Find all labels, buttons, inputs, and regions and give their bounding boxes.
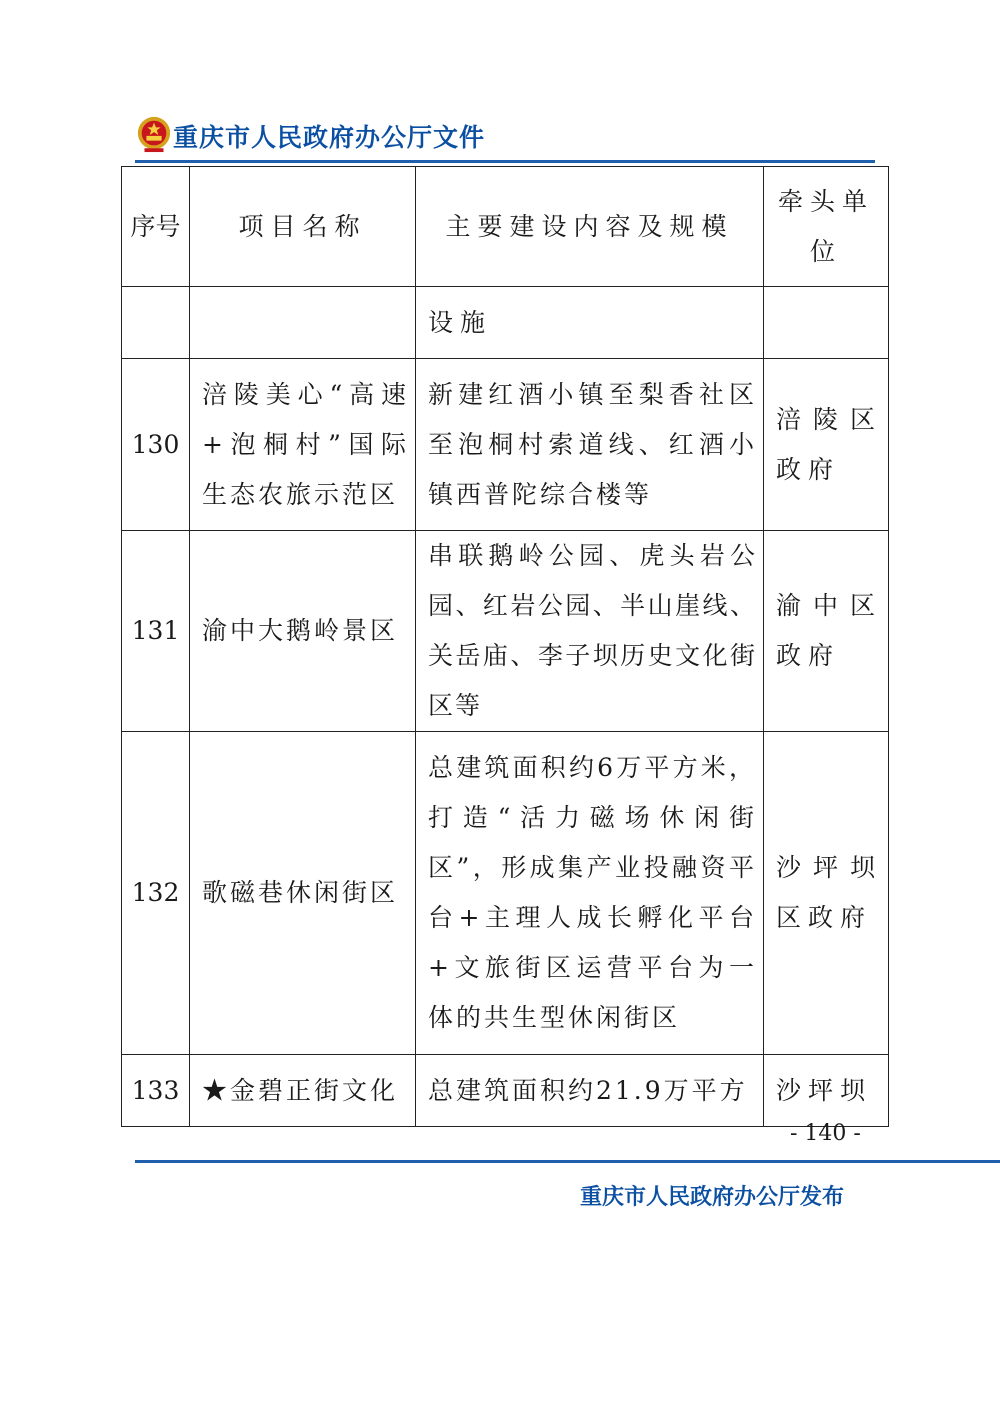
header-title: 重庆市人民政府办公厅文件	[173, 123, 486, 152]
table-row	[122, 732, 889, 1055]
table-row	[122, 1055, 889, 1127]
cell-unit	[764, 287, 889, 359]
table-row	[122, 359, 889, 531]
cell-no	[122, 287, 190, 359]
national-emblem-icon	[135, 114, 173, 154]
cell-unit: 沙坪坝	[764, 1055, 889, 1127]
column-header-name: 项目名称	[190, 167, 416, 287]
cell-name: ★金碧正街文化	[190, 1055, 416, 1127]
cell-unit: 沙坪坝区政府	[764, 732, 889, 1055]
cell-name: 涪陵美心“高速+泡桐村”国际生态农旅示范区	[190, 359, 416, 531]
table-row	[122, 531, 889, 732]
column-header-no: 序号	[122, 167, 190, 287]
footer-publisher: 重庆市人民政府办公厅发布	[580, 1185, 845, 1210]
cell-content: 总建筑面积约21.9万平方	[416, 1055, 764, 1127]
column-header-unit: 牵头单位	[764, 167, 889, 287]
page-number: - 140 -	[790, 1121, 861, 1146]
cell-no: 132	[122, 732, 190, 1055]
footer-divider	[135, 1160, 1000, 1163]
table-header-row	[122, 167, 889, 287]
cell-name: 歌磁巷休闲街区	[190, 732, 416, 1055]
cell-unit: 涪陵区政府	[764, 359, 889, 531]
document-header	[135, 112, 875, 156]
header-divider	[135, 160, 875, 163]
cell-content: 设施	[416, 287, 764, 359]
cell-content: 串联鹅岭公园、虎头岩公园、红岩公园、半山崖线、关岳庙、李子坝历史文化街区等	[416, 531, 764, 732]
project-table	[121, 166, 889, 1127]
cell-content: 总建筑面积约6万平方米，打造“活力磁场休闲街区”，形成集产业投融资平台+主理人成长孵化平台+文旅街区运营平台为一体的共生型休闲街区	[416, 732, 764, 1055]
cell-content: 新建红酒小镇至梨香社区至泡桐村索道线、红酒小镇西普陀综合楼等	[416, 359, 764, 531]
cell-name: 渝中大鹅岭景区	[190, 531, 416, 732]
cell-no: 130	[122, 359, 190, 531]
table-row-continuation	[122, 287, 889, 359]
cell-no: 131	[122, 531, 190, 732]
column-header-content: 主要建设内容及规模	[416, 167, 764, 287]
cell-name	[190, 287, 416, 359]
cell-unit: 渝中区政府	[764, 531, 889, 732]
cell-no: 133	[122, 1055, 190, 1127]
